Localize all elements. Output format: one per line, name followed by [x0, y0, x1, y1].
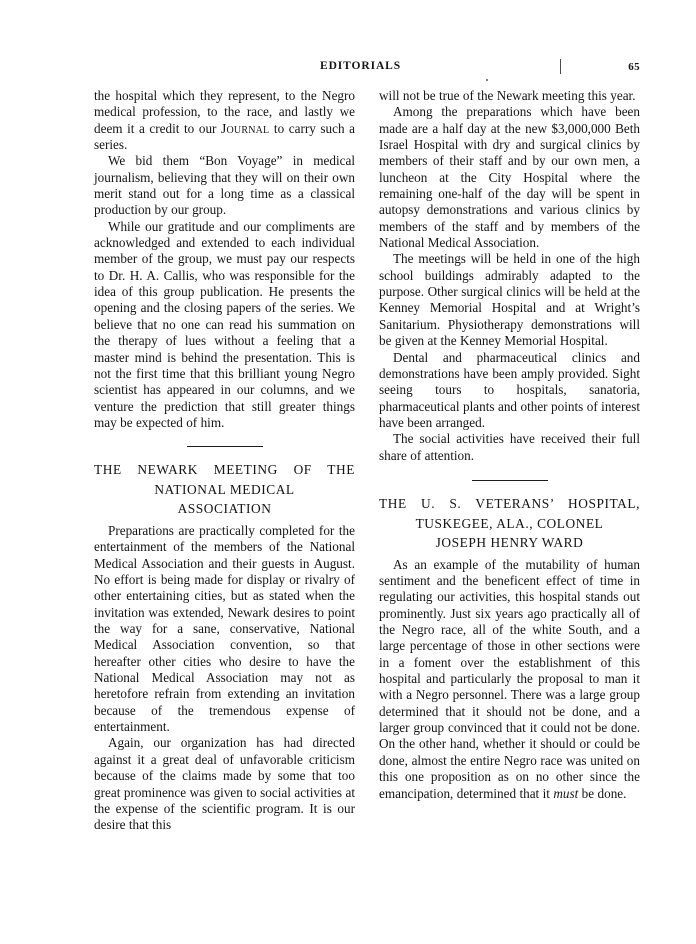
body-paragraph: The social activities have received their full share of attention. — [379, 431, 640, 463]
left-column-paragraphs-after-heading — [94, 523, 355, 834]
scan-speck — [486, 79, 488, 81]
italic-run: must — [553, 785, 579, 801]
running-head-title: EDITORIALS — [320, 60, 402, 72]
heading-line: NATIONAL MEDICAL — [154, 481, 295, 497]
left-column-paragraphs — [94, 88, 355, 431]
body-paragraph: Again, our organization has had directed against it a great deal of unfavorable criticism because of the claims made by some that too great prominence was given to social activities at the expense of the scientific program. It is our desire that this — [94, 735, 355, 833]
body-paragraph: The meetings will be held in one of the high school buildings admirably adapted to the purpose. Other surgical clinics will be held at the Kenney Memorial Hospital and at Wright’s Sanitarium. Physiotherapy demonstrations will be given at the Kenney Memorial Hospital. — [379, 251, 640, 349]
section-divider-rule — [187, 446, 263, 447]
heading-line: TUSKEGEE, ALA., COLONEL — [415, 515, 604, 531]
two-column-body — [94, 88, 640, 834]
article-heading-veterans-hospital — [379, 494, 640, 553]
body-paragraph: will not be true of the Newark meeting this year. — [379, 88, 636, 103]
body-paragraph: Among the preparations which have been made are a half day at the new $3,000,000 Beth Israel Hospital with dry and surgical clinics by members of their staff and by our own men, a luncheon at the City Hospital where the remaining one-half of the day will be spent in autopsy demonstrations and various clinics by members of the staff and by members of the National Medical Association. — [379, 104, 640, 251]
body-paragraph: While our gratitude and our compliments are acknowledged and extended to each individual member of the group, we must pay our respects to Dr. H. A. Callis, who was responsible for the idea of this group publication. He presents the opening and the closing papers of the series. We believe that no one can read his summation on the therapy of lues without a feeling that a master mind is behind the presentation. This is not the first time that this brilliant young Negro scientist has appeared in our columns, and we venture the prediction that still greater things may be expected of him. — [94, 218, 355, 430]
body-paragraph: the hospital which they represent, to the Negro medical profession, to the race, and lastly we deem it a credit to our Journal to carry such a series. — [94, 88, 355, 153]
heading-line: JOSEPH HENRY WARD — [435, 535, 584, 551]
heading-line: THE NEWARK MEETING OF THE — [94, 462, 355, 478]
page-number: 65 — [628, 61, 640, 73]
section-divider-rule — [472, 480, 548, 481]
heading-line: ASSOCIATION — [177, 501, 272, 517]
article-heading-newark-meeting — [94, 460, 355, 519]
body-paragraph: We bid them “Bon Voyage” in medical journalism, believing that they will on their own merit stand out for a long time as a classical production by our group. — [94, 153, 355, 218]
heading-line: THE U. S. VETERANS’ HOSPITAL, — [379, 495, 640, 511]
body-paragraph: Dental and pharmaceutical clinics and demonstrations have been amply provided. Sight seeing tours to hospitals, sanatoria, pharmaceutical plants and other points of interest have been arranged. — [379, 349, 640, 430]
running-head-tick-mark — [560, 59, 561, 74]
small-caps-run: Journal — [221, 120, 270, 136]
right-column-paragraphs-after-heading — [379, 557, 640, 802]
body-paragraph: As an example of the mutability of human sentiment and the beneficent effect of time in regulating our activities, this hospital stands out prominently. Just six years ago practically all of the Negro race, all of the white South, and a large percentage of those in other sections were in a foment over the establishment of this hospital and particularly the proposal to man it with a Negro personnel. There was a large group determined that it should not be done, and a larger group convinced that it could not be done. On the other hand, whether it should or could be done, almost the entire Negro race was united on this one proposition as on no other since the emancipation, determined that it must be done. — [379, 556, 640, 801]
body-paragraph: Preparations are practically completed for the entertainment of the members of the National Medical Association and their guests in August. No effort is being made for display or rivalry of other entertaining cities, but as stated when the invitation was extended, Newark desires to point the way for a sane, conservative, National Medical Association convention, so that hereafter other cities who desire to have the National Medical Association may not as heretofore refrain from extending an invitation because of the tremendous expense of entertainment. — [94, 523, 355, 735]
right-column — [379, 88, 640, 834]
running-head — [94, 60, 640, 78]
left-column — [94, 88, 355, 834]
right-column-paragraphs — [379, 88, 640, 464]
